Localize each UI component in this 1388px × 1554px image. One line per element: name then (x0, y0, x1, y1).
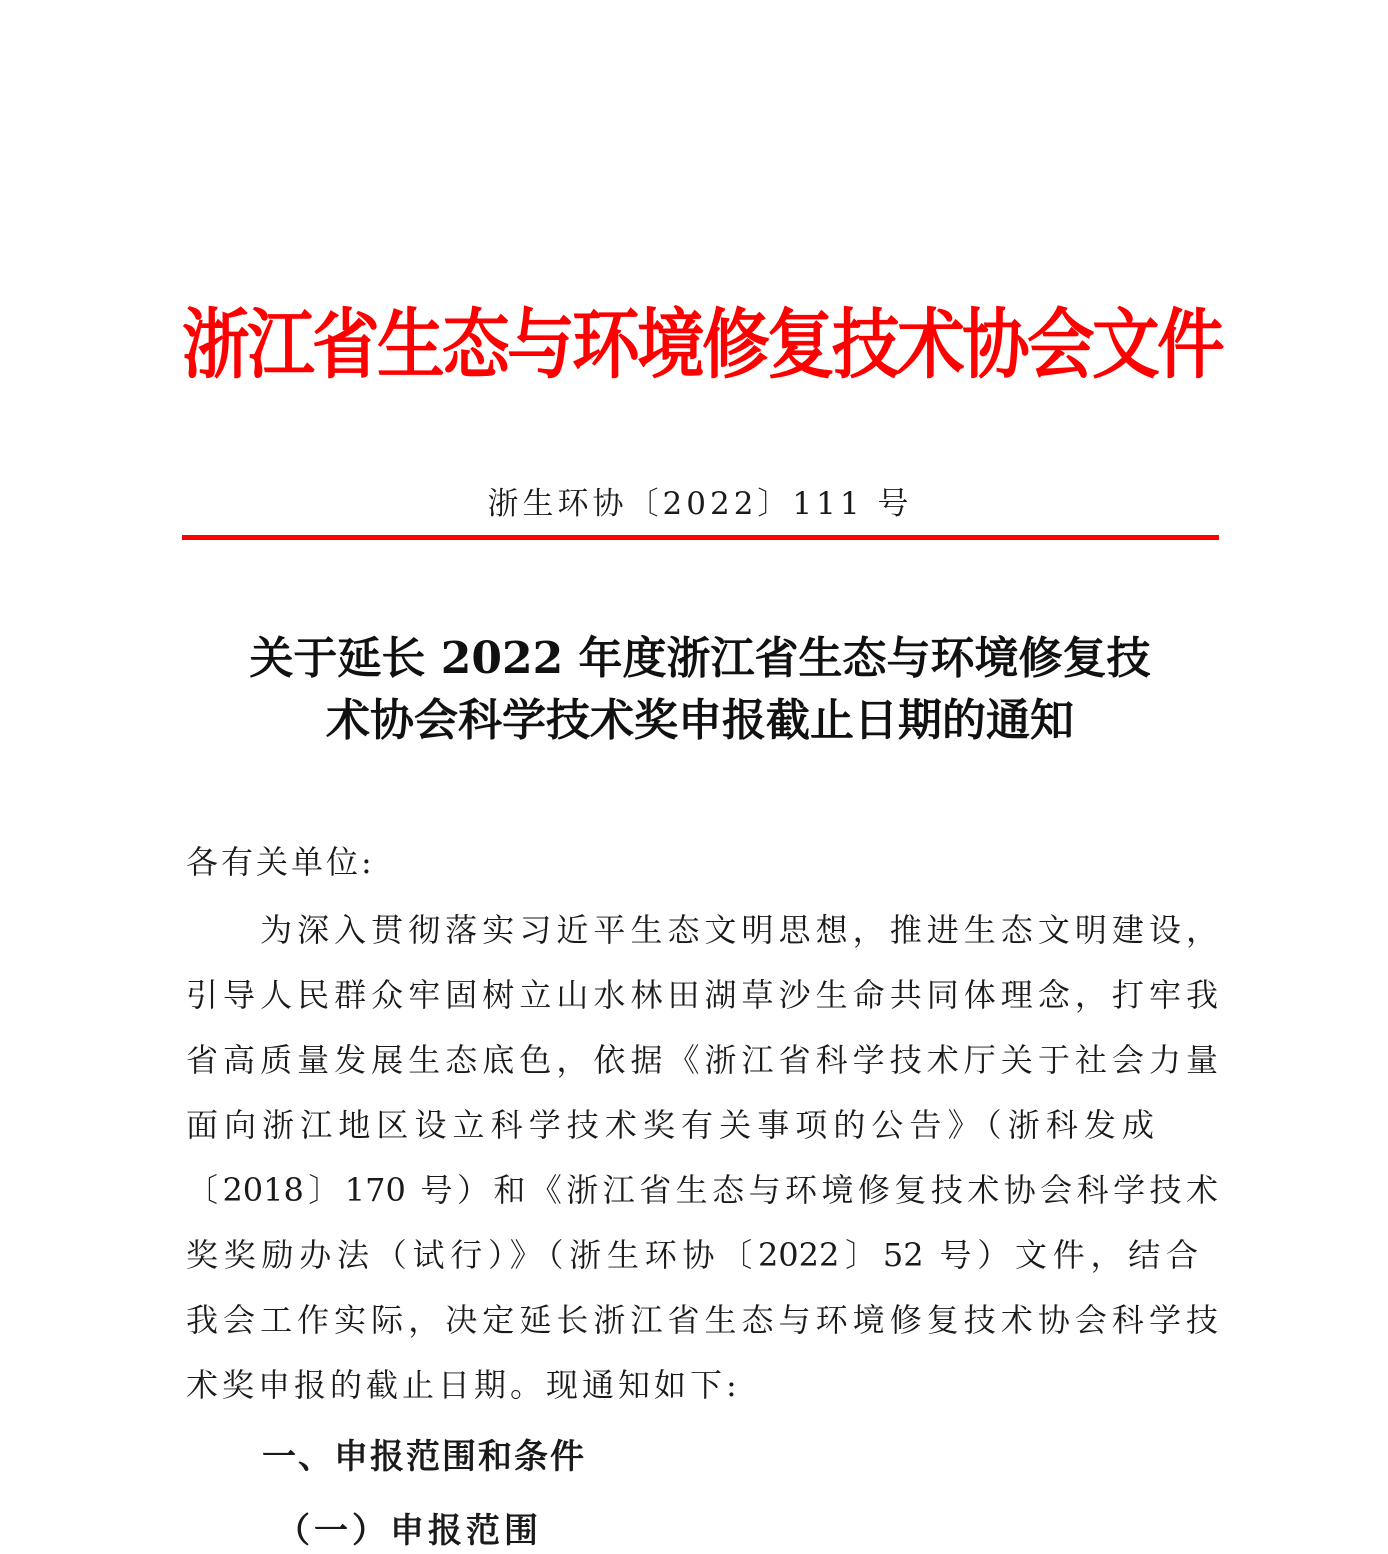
body-line: 省高质量发展生态底色，依据《浙江省科学技术厅关于社会力量 (186, 1041, 1218, 1079)
body-line: 〔2018〕170 号）和《浙江省生态与环境修复技术协会科学技术 (186, 1171, 1218, 1209)
body-line: 奖奖励办法（试行）》（浙生环协〔2022〕52 号）文件，结合 (186, 1236, 1198, 1274)
notice-title-line-1: 关于延长 2022 年度浙江省生态与环境修复技 (249, 633, 1151, 684)
salutation: 各有关单位: (186, 843, 375, 881)
red-divider-line (182, 535, 1219, 540)
sub-heading: （一）申报范围 (276, 1511, 542, 1551)
document-number: 浙生环协〔2022〕111 号 (487, 486, 913, 522)
body-line: 术奖申报的截止日期。现通知如下: (186, 1366, 741, 1404)
body-line: 为深入贯彻落实习近平生态文明思想，推进生态文明建设， (186, 911, 1218, 949)
masthead-title: 浙江省生态与环境修复技术协会文件 (182, 300, 1222, 389)
body-line: 我会工作实际，决定延长浙江省生态与环境修复技术协会科学技 (186, 1301, 1218, 1339)
notice-title-line-2: 术协会科学技术奖申报截止日期的通知 (326, 695, 1074, 746)
body-line: 引导人民群众牢固树立山水林田湖草沙生命共同体理念，打牢我 (186, 976, 1218, 1014)
notice-title (182, 628, 1218, 752)
section-heading: 一、申报范围和条件 (262, 1437, 586, 1477)
body-line: 面向浙江地区设立科学技术奖有关事项的公告》（浙科发成 (186, 1106, 1154, 1144)
